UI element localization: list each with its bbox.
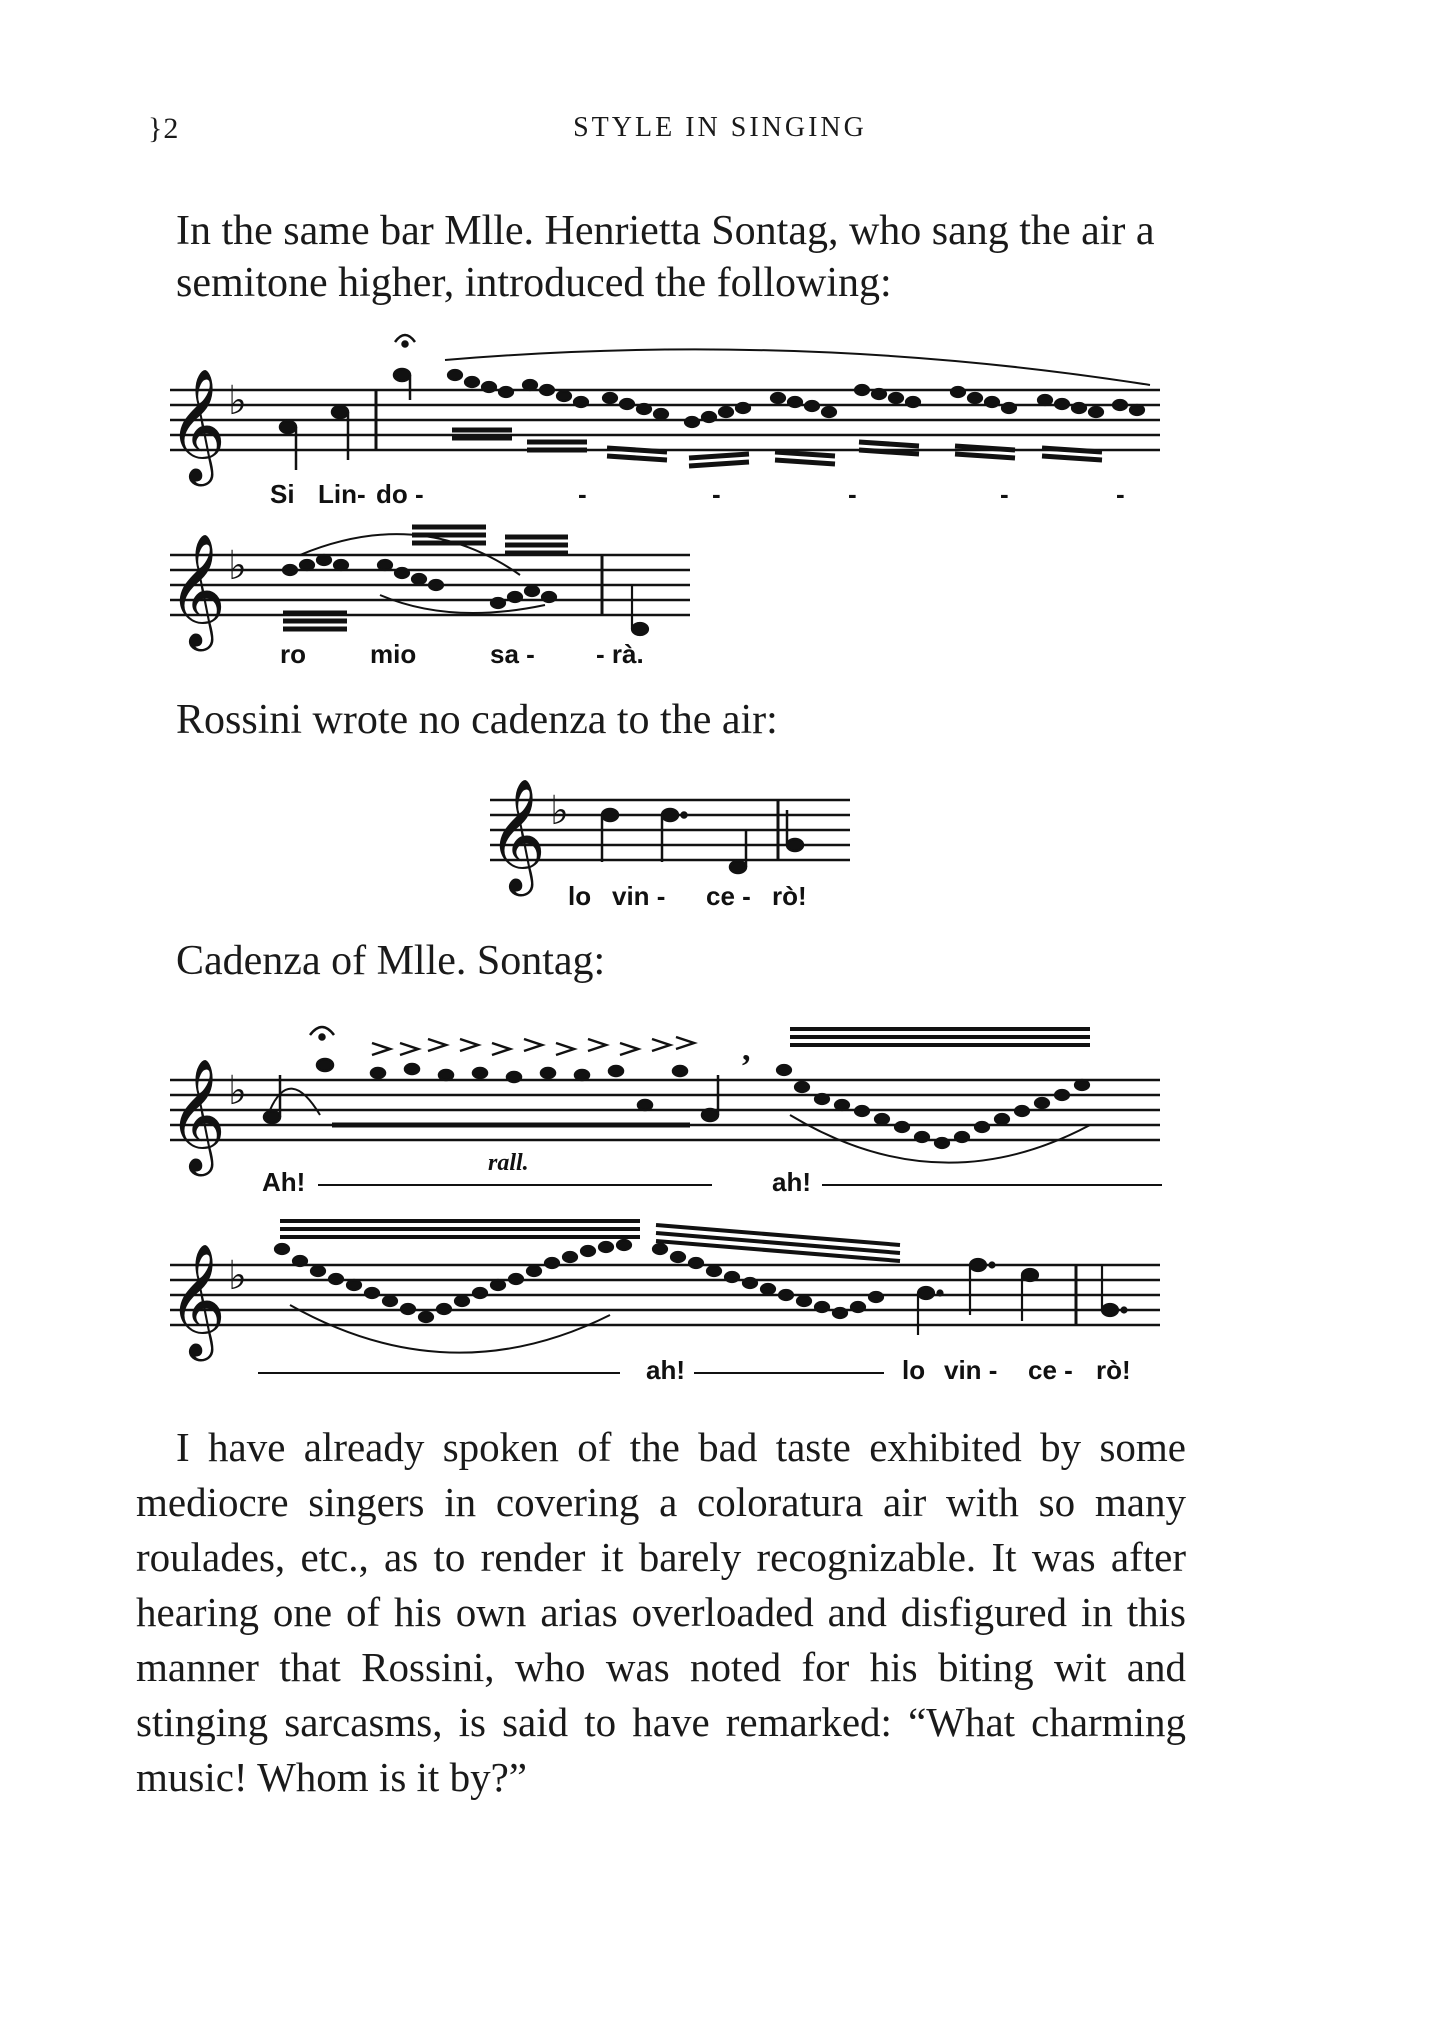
lyrics-row — [568, 881, 807, 911]
lyric-syllable: ah! — [646, 1355, 685, 1385]
lyric-syllable: mio — [370, 639, 417, 669]
treble-clef: 𝄞 — [168, 1058, 226, 1172]
flat-sign: ♭ — [228, 543, 247, 589]
lyric-syllable: Ah! — [262, 1167, 306, 1197]
run-one — [275, 1221, 640, 1353]
lyrics-row — [262, 1167, 811, 1197]
lyric-syllable: ah! — [772, 1167, 811, 1197]
accent-marks — [372, 1037, 694, 1055]
lyric-syllable: ce - — [706, 881, 751, 911]
treble-clef: 𝄞 — [488, 778, 546, 892]
music-example-3-line-1 — [0, 1005, 1440, 1205]
flat-sign: ♭ — [228, 1068, 247, 1114]
lyric-syllable: - — [848, 479, 857, 509]
lyric-syllable: - rà. — [596, 639, 644, 669]
lyric-syllable: rò! — [772, 881, 807, 911]
music-example-1-line-1 — [0, 330, 1440, 530]
lyric-syllable: vin - — [612, 881, 666, 911]
paragraph-cadenza-label: Cadenza of Mlle. Sontag: — [176, 938, 606, 984]
lyric-syllable: Si — [270, 479, 295, 509]
rall-direction: rall. — [488, 1150, 529, 1176]
lyrics-row — [280, 639, 644, 669]
music-example-3-line-2 — [0, 1205, 1440, 1395]
paragraph-intro: In the same bar Mlle. Henrietta Sontag, who sang the air a semitone higher, introduced the following: — [176, 208, 1155, 306]
staff-lines — [170, 1080, 1160, 1140]
music-example-1-line-2 — [0, 515, 1440, 675]
lyric-syllable: lo — [902, 1355, 926, 1385]
lyric-syllable: do - — [376, 479, 424, 509]
lyric-syllable: ro — [280, 639, 306, 669]
lyric-syllable: rò! — [1096, 1355, 1131, 1385]
lyric-syllable: lo — [568, 881, 592, 911]
lyric-syllable: sa - — [490, 639, 535, 669]
flat-sign: ♭ — [228, 1253, 247, 1299]
music-example-2 — [0, 770, 1440, 920]
treble-clef: 𝄞 — [168, 533, 226, 647]
treble-clef: 𝄞 — [168, 1243, 226, 1357]
paragraph-rossini: Rossini wrote no cadenza to the air: — [176, 697, 778, 743]
lyrics-row — [270, 479, 1125, 509]
breath-mark: , — [742, 1031, 751, 1068]
sixteenth-run — [448, 370, 1144, 427]
flat-sign: ♭ — [228, 378, 247, 424]
flat-sign: ♭ — [550, 788, 569, 834]
lyric-syllable: - — [1000, 479, 1009, 509]
lyric-syllable: Lin- — [318, 479, 366, 509]
lyric-syllable: - — [712, 479, 721, 509]
lyric-syllable: vin - — [944, 1355, 998, 1385]
running-head: STYLE IN SINGING — [573, 112, 867, 143]
notes — [602, 809, 803, 873]
lyric-syllable: ce - — [1028, 1355, 1073, 1385]
paragraph-rossini-anecdote: I have already spoken of the bad taste exhibited by some mediocre singers in covering a coloratura air with so many roulades, etc., as to render it barely recognizable. It was after hearing one of his own arias overloaded and disfigured in this manner that Rossini, who was noted for his biting wit and stinging sarcasms, is said to have remarked: “What charming music! Whom is it by?” — [136, 1424, 1186, 1800]
page-number: }2 — [148, 112, 180, 145]
lyrics-row — [646, 1355, 1131, 1385]
lyric-syllable: - — [578, 479, 587, 509]
staff-lines — [170, 390, 1160, 450]
lyric-syllable: - — [1116, 479, 1125, 509]
treble-clef: 𝄞 — [168, 368, 226, 482]
